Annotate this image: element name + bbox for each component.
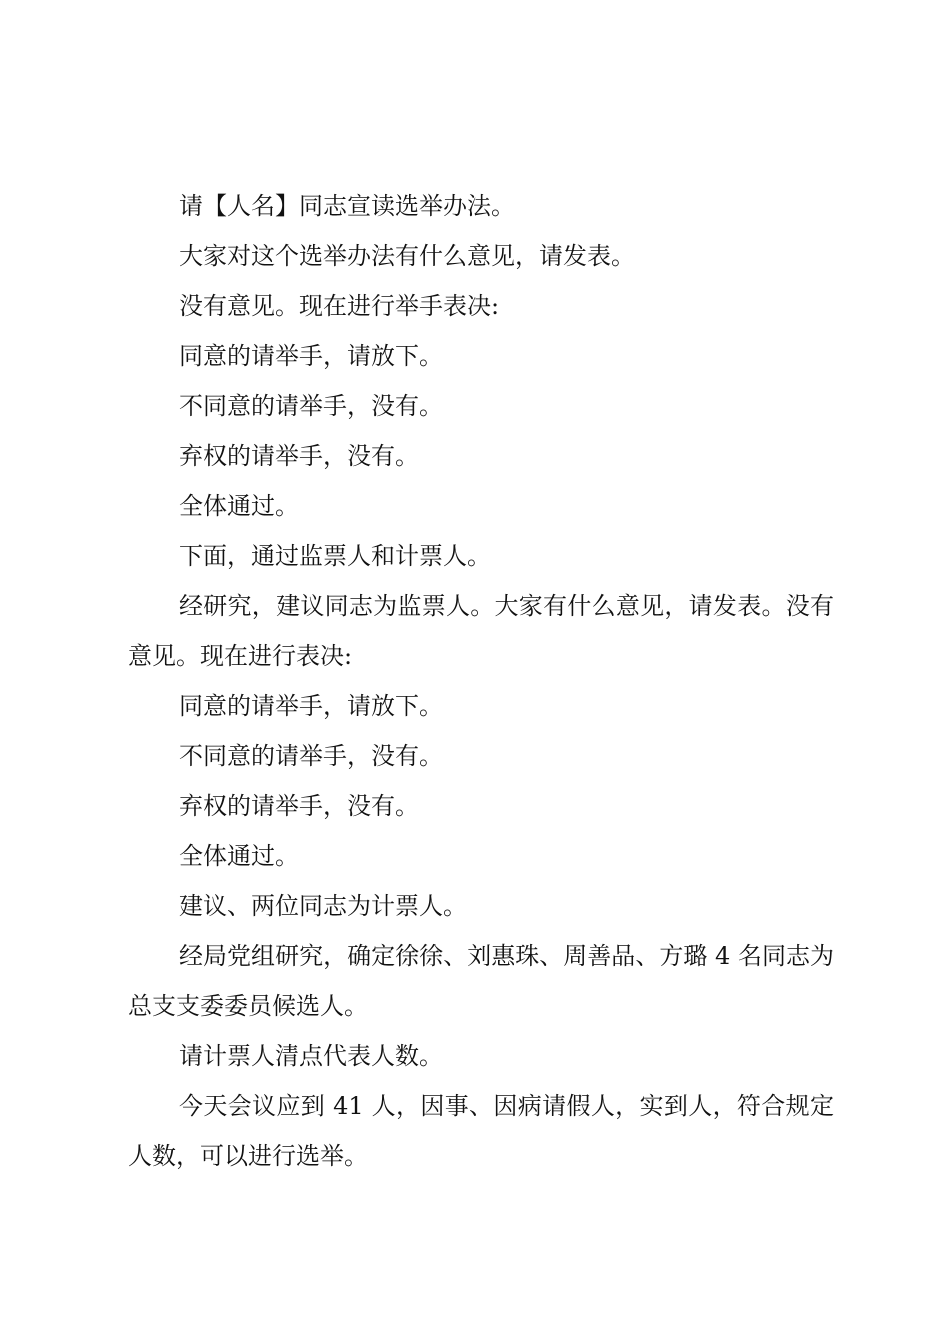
paragraph: 全体通过。 [179, 492, 299, 520]
paragraph: 经局党组研究，确定徐徐、刘惠珠、周善品、方璐 4 名同志为总支支委委员候选人。 [128, 942, 834, 1020]
paragraph: 下面，通过监票人和计票人。 [179, 542, 491, 570]
paragraph: 今天会议应到 41 人，因事、因病请假人，实到人，符合规定人数，可以进行选举。 [128, 1092, 834, 1170]
paragraph: 建议、两位同志为计票人。 [179, 892, 467, 920]
document-body [128, 181, 834, 1181]
paragraph: 同意的请举手，请放下。 [179, 692, 443, 720]
paragraph: 不同意的请举手，没有。 [179, 392, 443, 420]
paragraph: 请计票人清点代表人数。 [179, 1042, 443, 1070]
paragraph: 大家对这个选举办法有什么意见，请发表。 [179, 242, 635, 270]
paragraph: 不同意的请举手，没有。 [179, 742, 443, 770]
paragraph: 弃权的请举手，没有。 [179, 792, 419, 820]
paragraph: 全体通过。 [179, 842, 299, 870]
paragraph: 没有意见。现在进行举手表决: [179, 292, 500, 320]
paragraph: 经研究，建议同志为监票人。大家有什么意见，请发表。没有意见。现在进行表决: [128, 592, 834, 670]
paragraph: 弃权的请举手，没有。 [179, 442, 419, 470]
paragraph: 请【人名】同志宣读选举办法。 [179, 192, 515, 220]
paragraph: 同意的请举手，请放下。 [179, 342, 443, 370]
